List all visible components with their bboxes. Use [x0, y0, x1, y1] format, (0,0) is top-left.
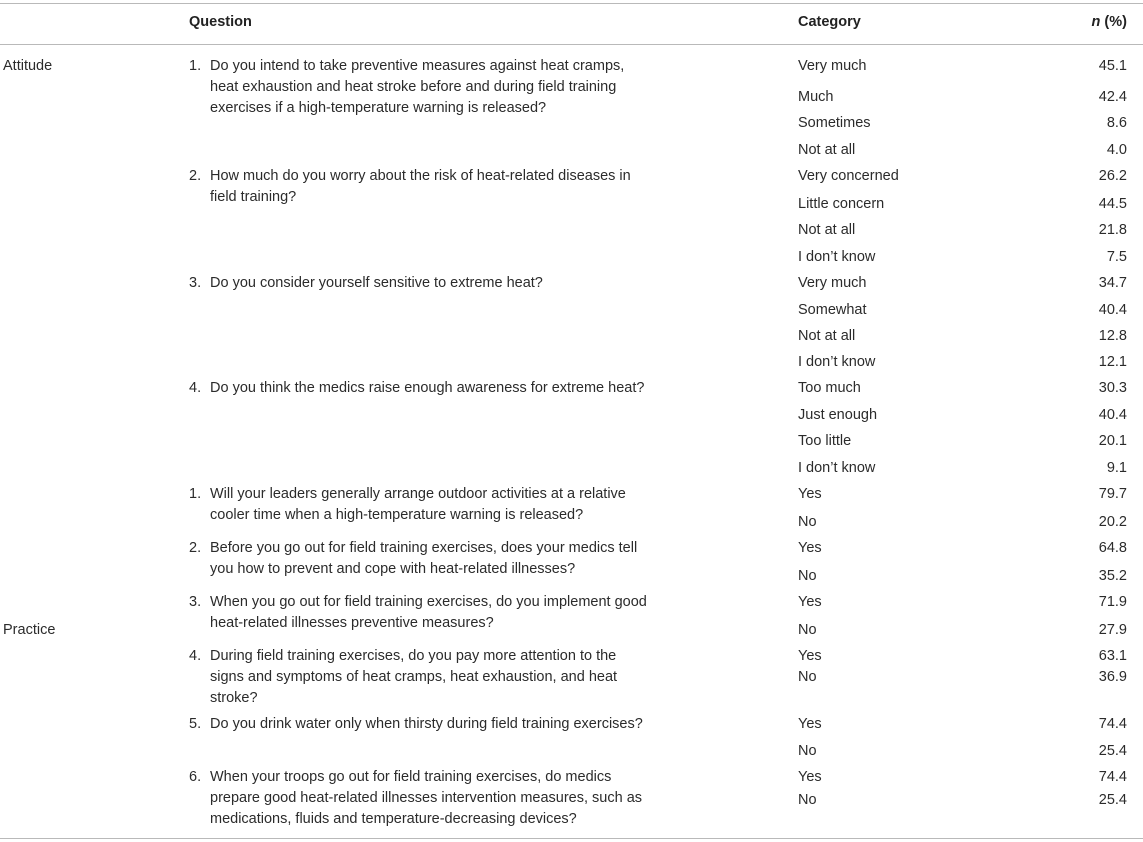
question-number: 2.: [189, 168, 202, 184]
question-text-line: Do you consider yourself sensitive to extreme heat?: [210, 275, 543, 291]
question-text-line: medications, fluids and temperature-decreasing devices?: [210, 811, 577, 827]
answer-percent: 25.4: [1098, 792, 1127, 808]
question-text-line: cooler time when a high-temperature warning is released?: [210, 507, 584, 523]
question-number: 1.: [189, 486, 202, 502]
answer-percent: 4.0: [1106, 142, 1127, 158]
question-text-line: prepare good heat-related illnesses intervention measures, such as: [210, 790, 643, 806]
question-text-line: Will your leaders generally arrange outdoor activities at a relative: [210, 486, 626, 502]
answer-percent: 63.1: [1098, 648, 1127, 664]
header-category: Category: [798, 14, 861, 30]
answer-category: Not at all: [798, 142, 856, 158]
answer-percent: 26.2: [1098, 168, 1127, 184]
answer-percent: 30.3: [1098, 380, 1127, 396]
answer-category: Yes: [798, 648, 822, 664]
answer-percent: 40.4: [1098, 407, 1127, 423]
answer-percent: 8.6: [1106, 115, 1127, 131]
answer-category: Too little: [798, 433, 852, 449]
answer-category: Yes: [798, 594, 822, 610]
question-text-line: Before you go out for field training exercises, does your medics tell: [210, 540, 638, 556]
answer-percent: 74.4: [1098, 769, 1127, 785]
question-text-line: exercises if a high-temperature warning is released?: [210, 100, 547, 116]
answer-category: Just enough: [798, 407, 878, 423]
question-number: 4.: [189, 380, 202, 396]
section-label: Practice: [3, 622, 56, 638]
answer-percent: 20.2: [1098, 514, 1127, 530]
question-text-line: Do you think the medics raise enough awareness for extreme heat?: [210, 380, 645, 396]
answer-percent: 42.4: [1098, 89, 1127, 105]
answer-percent: 36.9: [1098, 669, 1127, 685]
question-number: 3.: [189, 594, 202, 610]
question-text-line: Do you intend to take preventive measures against heat cramps,: [210, 58, 625, 74]
answer-percent: 21.8: [1098, 222, 1127, 238]
answer-percent: 74.4: [1098, 716, 1127, 732]
answer-category: No: [798, 669, 817, 685]
answer-category: Very concerned: [798, 168, 899, 184]
question-text-line: When you go out for field training exercises, do you implement good: [210, 594, 647, 610]
question-text-line: When your troops go out for field training exercises, do medics: [210, 769, 612, 785]
question-text-line: stroke?: [210, 690, 258, 706]
answer-category: Yes: [798, 716, 822, 732]
answer-category: Not at all: [798, 328, 856, 344]
question-number: 3.: [189, 275, 202, 291]
answer-percent: 27.9: [1098, 622, 1127, 638]
section-label: Attitude: [3, 58, 53, 74]
header-n-percent: [1092, 12, 1127, 33]
header-percent-symbol: (%): [1100, 14, 1127, 30]
answer-percent: 40.4: [1098, 302, 1127, 318]
question-text-line: How much do you worry about the risk of heat-related diseases in: [210, 168, 631, 184]
answer-percent: 71.9: [1098, 594, 1127, 610]
answer-category: Not at all: [798, 222, 856, 238]
answer-category: I don’t know: [798, 249, 876, 265]
answer-category: I don’t know: [798, 460, 876, 476]
question-text-line: heat-related illnesses preventive measures?: [210, 615, 494, 631]
answer-category: Sometimes: [798, 115, 871, 131]
answer-category: No: [798, 514, 817, 530]
answer-category: Yes: [798, 769, 822, 785]
answer-percent: 25.4: [1098, 743, 1127, 759]
answer-percent: 79.7: [1098, 486, 1127, 502]
answer-percent: 12.1: [1098, 354, 1127, 370]
answer-percent: 34.7: [1098, 275, 1127, 291]
answer-category: No: [798, 743, 817, 759]
answer-percent: 20.1: [1098, 433, 1127, 449]
question-number: 5.: [189, 716, 202, 732]
answer-percent: 12.8: [1098, 328, 1127, 344]
answer-category: No: [798, 622, 817, 638]
answer-category: No: [798, 568, 817, 584]
header-rule: [0, 44, 1143, 45]
question-number: 4.: [189, 648, 202, 664]
answer-percent: 7.5: [1106, 249, 1127, 265]
bottom-rule: [0, 838, 1143, 839]
answer-category: No: [798, 792, 817, 808]
question-text-line: signs and symptoms of heat cramps, heat exhaustion, and heat: [210, 669, 618, 685]
question-number: 1.: [189, 58, 202, 74]
answer-category: I don’t know: [798, 354, 876, 370]
answer-percent: 44.5: [1098, 196, 1127, 212]
answer-category: Very much: [798, 275, 867, 291]
answer-category: Very much: [798, 58, 867, 74]
answer-category: Little concern: [798, 196, 885, 212]
answer-percent: 64.8: [1098, 540, 1127, 556]
answer-category: Yes: [798, 486, 822, 502]
question-text-line: you how to prevent and cope with heat-related illnesses?: [210, 561, 576, 577]
answer-percent: 35.2: [1098, 568, 1127, 584]
question-number: 6.: [189, 769, 202, 785]
question-text-line: Do you drink water only when thirsty during field training exercises?: [210, 716, 643, 732]
answer-percent: 45.1: [1098, 58, 1127, 74]
question-number: 2.: [189, 540, 202, 556]
header-n-symbol: n: [1091, 14, 1101, 30]
answer-category: Much: [798, 89, 834, 105]
answer-category: Yes: [798, 540, 822, 556]
question-text-line: heat exhaustion and heat stroke before and during field training: [210, 79, 617, 95]
header-question: Question: [189, 14, 252, 30]
answer-category: Somewhat: [798, 302, 867, 318]
top-rule: [0, 3, 1143, 4]
question-text-line: field training?: [210, 189, 297, 205]
answer-category: Too much: [798, 380, 861, 396]
question-text-line: During field training exercises, do you pay more attention to the: [210, 648, 617, 664]
answer-percent: 9.1: [1106, 460, 1127, 476]
